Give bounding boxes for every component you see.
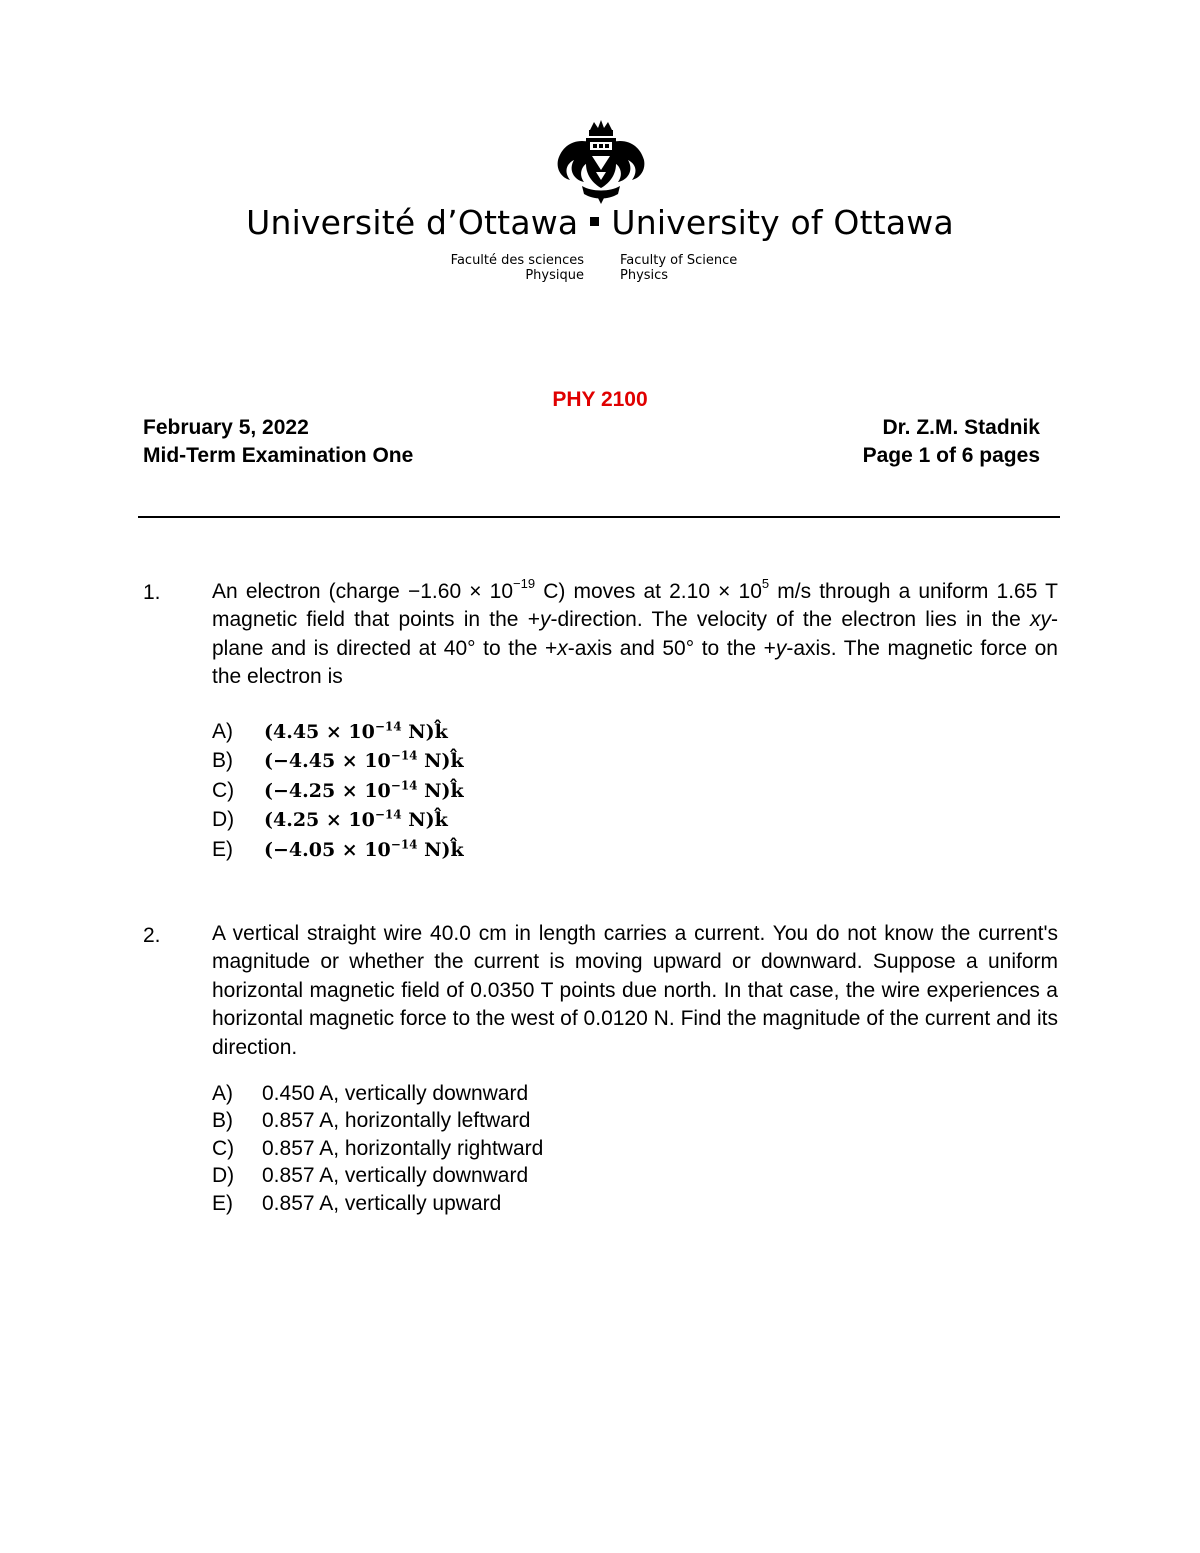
exam-title: Mid-Term Examination One — [143, 444, 414, 467]
department-name-en: Physics — [620, 268, 669, 283]
choice-d[interactable]: D) ($4.25 \times 10^{-14}$ N)k̂ — [212, 807, 448, 832]
header-divider — [138, 516, 1060, 518]
faculty-name-fr: Faculté des sciences — [450, 253, 584, 268]
choice-c[interactable]: C) ($-4.25 \times 10^{-14}$ N)k̂ — [212, 778, 464, 802]
page-indicator: Page 1 of 6 pages — [862, 444, 1040, 467]
choice-a[interactable]: A) ($4.45 \times 10^{-14}$ N)k̂ — [212, 719, 448, 743]
faculty-fr — [451, 253, 584, 283]
course-code: PHY 2100 — [552, 388, 648, 411]
choice-a[interactable]: A) 0.450 A, vertically downward — [212, 1082, 529, 1105]
university-crest-icon — [552, 120, 650, 204]
question-1-choices — [212, 720, 464, 867]
instructor-name: Dr. Z.M. Stadnik — [882, 416, 1040, 439]
university-name-fr: Université d’Ottawa — [246, 203, 579, 242]
question-2-text: A vertical straight wire 40.0 cm in length carries a current. You do not know the current's magnitude or whether the current is moving upward or downward. Suppose a uniform horizontal magnetic field of 0.0350 T points due north. In that case, the wire experiences a horizontal magnetic force to the west of 0.0120 N. Find the magnitude of the current and its direction. — [212, 922, 1058, 1059]
choice-e[interactable]: E) 0.857 A, vertically upward — [212, 1191, 502, 1215]
exam-date: February 5, 2022 — [143, 416, 309, 439]
choice-b[interactable]: B) 0.857 A, horizontally leftward — [212, 1109, 531, 1133]
choice-c[interactable]: C) 0.857 A, horizontally rightward — [212, 1136, 544, 1160]
choice-d[interactable]: D) 0.857 A, vertically downward — [212, 1164, 529, 1188]
university-name — [0, 203, 1200, 242]
faculty-en — [620, 253, 737, 283]
university-name-en: University of Ottawa — [611, 203, 954, 242]
question-2-number: 2. — [143, 924, 161, 947]
question-1-text: An electron (charge $-1.60 \times 10^{-19}$ C) moves at $2.10 \times 10^5$ m/s through a uniform 1.65 T magnetic field that points in the +y-direction. The velocity of the electron lies in the xy-plane and is directed at 40° to the +x-axis and 50° to the +y-axis. The magnetic force on the electron is — [212, 576, 1059, 689]
choice-e[interactable]: E) ($-4.05 \times 10^{-14}$ N)k̂ — [212, 837, 464, 861]
separator-square — [590, 217, 599, 226]
department-name-fr: Physique — [525, 268, 584, 283]
question-1-number: 1. — [143, 581, 161, 604]
question-2-choices — [212, 1082, 543, 1219]
choice-b[interactable]: B) ($-4.45 \times 10^{-14}$ N)k̂ — [212, 749, 464, 773]
faculty-name-en: Faculty of Science — [620, 253, 738, 268]
